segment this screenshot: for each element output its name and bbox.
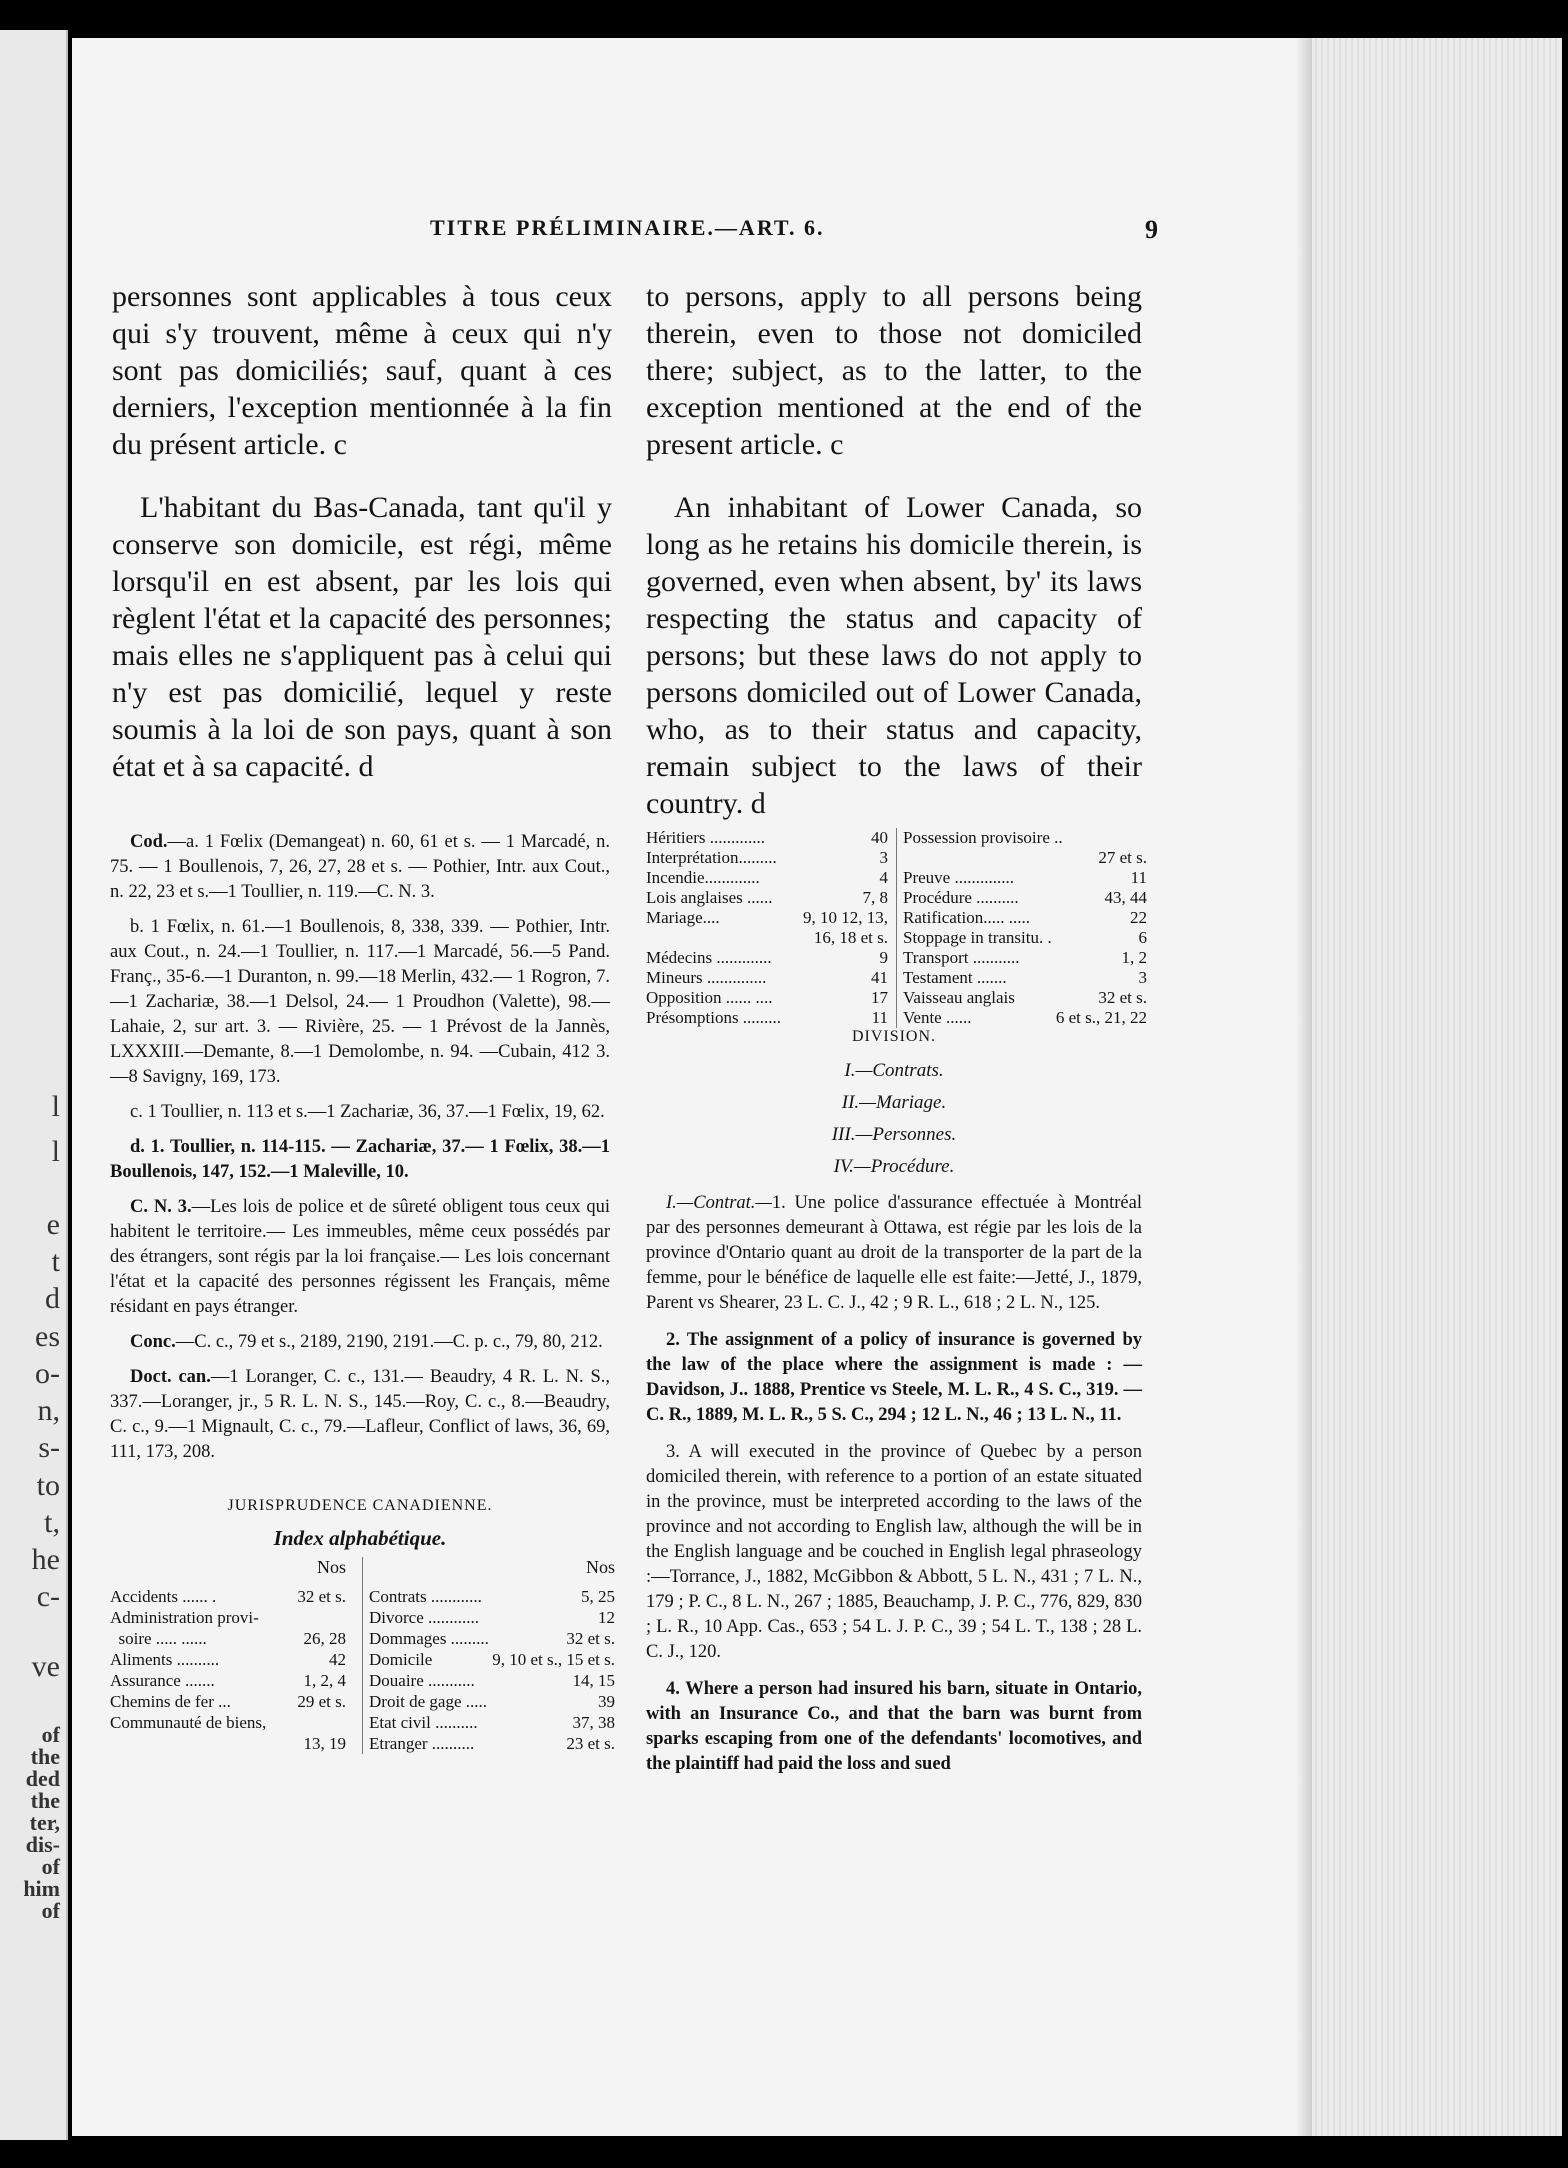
french-paragraph-2: L'habitant du Bas-Canada, tant qu'il y conserve son domicile, est régi, même lorsqu'il en est absent, par les lois qui règlent l'état et la capacité des personnes; mais elles ne s'appliquent pas à celui qui n'y est pas domicilié, lequel y reste soumis à la loi de son pays, quant à son état et à sa capacité. d — [112, 491, 612, 783]
left-page-sliver — [0, 30, 68, 2140]
index-term: Stoppage in transitu. . — [903, 928, 1052, 947]
index-numbers: 32 et s. — [1098, 988, 1147, 1007]
index-entry — [646, 908, 888, 928]
index-term: Preuve .............. — [903, 868, 1014, 887]
index-term: Aliments .......... — [110, 1650, 220, 1669]
running-header — [360, 215, 1160, 255]
left-page-fragment: him — [23, 1876, 60, 1901]
left-page-fragment: l — [51, 1135, 60, 1168]
index-numbers: 3 — [879, 848, 888, 867]
index-term: Vaisseau anglais — [903, 988, 1015, 1007]
note-c: c. 1 Toullier, n. 113 et s.—1 Zachariæ, 36, 37.—1 Fœlix, 19, 62. — [130, 1102, 605, 1122]
index-term: Héritiers ............. — [646, 828, 765, 847]
case-4: 4. Where a person had insured his barn, situate in Ontario, with an Insurance Co., and that the barn was burnt from sparks escaping from one of the defendants' locomotives, and the plaintiff had paid the loss and sued — [646, 1679, 1142, 1774]
index-entry — [903, 848, 1147, 868]
index-term: Opposition ...... .... — [646, 988, 773, 1007]
index-numbers: 37, 38 — [572, 1713, 615, 1732]
running-title: TITRE PRÉLIMINAIRE.—ART. 6. — [430, 215, 825, 240]
left-page-fragment: the — [30, 1788, 60, 1813]
index-term: Administration provi- — [110, 1608, 259, 1627]
index-entry — [903, 828, 1147, 848]
left-page-fragment: dis- — [25, 1832, 60, 1857]
french-text-column — [112, 278, 612, 811]
index-entry — [110, 1649, 346, 1670]
index-entry — [646, 948, 888, 968]
index-table-left — [110, 1557, 615, 1777]
left-page-fragment: s- — [38, 1431, 60, 1464]
left-page-fragment: ve — [31, 1650, 60, 1683]
index-term: Etat civil .......... — [369, 1713, 478, 1732]
nos-heading: Nos — [585, 1557, 615, 1577]
index-entry — [903, 908, 1147, 928]
index-column-3 — [646, 828, 888, 1028]
case-3: 3. A will executed in the province of Quebec by a person domiciled therein, with reference to a portion of an estate situated in the province, must be interpreted according to the laws of the province and not according to English law, although the will be in the English language and be couched in English legal phraseology :—Torrance, J., 1882, McGibbon & Abbott, 5 L. N., 431 ; 7 L. N., 179 ; P. C., 8 L. N., 267 ; 1885, Beauchamp, J. P. C., 776, 829, 830 ; L. R., 10 App. Cas., 653 ; 54 L. J. P. C., 39 ; 54 L. T., 138 ; 28 L. C. J., 120. — [646, 1442, 1142, 1662]
page-edge-stack — [1312, 38, 1562, 2136]
index-entry — [110, 1733, 346, 1754]
index-numbers: 32 et s. — [566, 1629, 615, 1648]
left-page-fragment: he — [31, 1543, 60, 1576]
index-entry — [646, 868, 888, 888]
index-term: soire ..... ...... — [110, 1629, 207, 1648]
index-entry — [110, 1670, 346, 1691]
index-entry — [646, 1008, 888, 1028]
index-term: Mineurs .............. — [646, 968, 767, 987]
index-entry — [110, 1691, 346, 1712]
index-numbers: 29 et s. — [297, 1692, 346, 1711]
index-numbers: 5, 25 — [581, 1587, 615, 1606]
left-page-fragment: ter, — [29, 1810, 60, 1835]
index-entry — [369, 1691, 615, 1712]
left-page-fragment: of — [41, 1854, 60, 1879]
index-entry — [369, 1670, 615, 1691]
index-column-2 — [362, 1557, 615, 1754]
index-column-4 — [896, 828, 1147, 1028]
left-page-fragment: t, — [44, 1506, 60, 1539]
index-numbers: 43, 44 — [1104, 888, 1147, 907]
index-entry — [110, 1712, 346, 1733]
index-entry — [903, 888, 1147, 908]
index-numbers: 6 — [1138, 928, 1147, 947]
index-entry — [646, 888, 888, 908]
index-numbers: 39 — [598, 1692, 615, 1711]
index-numbers: 13, 19 — [303, 1734, 346, 1753]
index-entry — [903, 988, 1147, 1008]
index-entry — [646, 988, 888, 1008]
index-numbers: 22 — [1130, 908, 1147, 927]
index-term: Interprétation......... — [646, 848, 777, 867]
index-entry — [369, 1733, 615, 1754]
index-term: Douaire ........... — [369, 1671, 475, 1690]
left-page-fragment: to — [36, 1469, 60, 1502]
note-cod: Cod.—a. 1 Fœlix (Demangeat) n. 60, 61 et s. — 1 Marcadé, n. 75. — 1 Boullenois, 7, 26, 27, 28 et s. — Pothier, Intr. aux Cout., n. 22, 23 et s.—1 Toullier, n. 119.—C. N. 3. — [110, 832, 610, 902]
left-page-fragment: c- — [36, 1580, 60, 1613]
index-entry — [110, 1628, 346, 1649]
index-numbers: 6 et s., 21, 22 — [1055, 1008, 1147, 1027]
index-term: Contrats ............ — [369, 1587, 482, 1606]
note-d: d. 1. Toullier, n. 114-115. — Zachariæ, 37.— 1 Fœlix, 38.—1 Boullenois, 147, 152.—1 Maleville, 10. — [110, 1137, 610, 1182]
note-b: b. 1 Fœlix, n. 61.—1 Boullenois, 8, 338, 339. — Pothier, Intr. aux Cout., n. 24.—1 Toullier, n. 117.—1 Marcadé, 56.—5 Pand. Franç., 35-6.—1 Duranton, n. 99.—18 Merlin, 432.— 1 Rogron, 7.—1 Zachariæ, 38.—1 Delsol, 24.— 1 Proudhon (Valette), 98.—Lahaie, 2, sur art. 3. — Rivière, 25. — 1 Prévost de la Jannès, LXXXIII.—Demante, 8.—1 Demolombe, n. 94. —Cubain, 412 3.—8 Savigny, 169, 173. — [110, 917, 610, 1087]
index-term: Droit de gage ..... — [369, 1692, 488, 1711]
index-entry — [110, 1586, 346, 1607]
index-term: Chemins de fer ... — [110, 1692, 231, 1711]
jurisprudence-title: JURISPRUDENCE CANADIENNE. — [227, 1497, 493, 1514]
index-entry — [110, 1607, 346, 1628]
english-paragraph-1: to persons, apply to all persons being therein, even to those not domiciled there; subject, as to the latter, to the exception mentioned at the end of the present article. c — [646, 280, 1142, 461]
index-numbers: 17 — [871, 988, 888, 1007]
footnotes-column — [110, 830, 615, 1777]
left-page-fragment: the — [30, 1744, 60, 1769]
index-term: Médecins ............. — [646, 948, 772, 967]
index-numbers: 4 — [879, 868, 888, 887]
index-term: Vente ...... — [903, 1008, 972, 1027]
page-gutter-shadow — [1296, 38, 1312, 2136]
left-page-fragment: t — [51, 1245, 60, 1278]
index-entry — [369, 1607, 615, 1628]
index-entry — [903, 948, 1147, 968]
page-number: 9 — [1145, 215, 1160, 244]
index-numbers: 27 et s. — [1098, 848, 1147, 867]
english-paragraph-2: An inhabitant of Lower Canada, so long as he retains his domicile therein, is governed, even when absent, by' its laws respecting the status and capacity of persons; but these laws do not apply to persons domiciled out of Lower Canada, who, as to their status and capacity, remain subject to the laws of their country. d — [646, 491, 1142, 820]
index-numbers: 12 — [598, 1608, 615, 1627]
index-entry — [369, 1586, 615, 1607]
division-item: III.—Personnes. — [831, 1124, 957, 1145]
nos-heading: Nos — [316, 1557, 346, 1577]
index-entry — [369, 1628, 615, 1649]
index-column-1 — [110, 1557, 346, 1754]
index-entry — [369, 1712, 615, 1733]
index-numbers: 1, 2, 4 — [303, 1671, 346, 1690]
index-entry — [369, 1649, 615, 1670]
index-entry — [646, 968, 888, 988]
left-page-fragment: n, — [37, 1394, 60, 1427]
index-term: Mariage.... — [646, 908, 720, 927]
index-title: Index alphabétique. — [273, 1526, 447, 1550]
index-term: Possession provisoire .. — [903, 828, 1063, 847]
index-numbers: 32 et s. — [297, 1587, 346, 1606]
index-term: Transport ........... — [903, 948, 1020, 967]
index-entry — [903, 1008, 1147, 1028]
index-entry — [646, 848, 888, 868]
index-numbers: 9, 10 et s., 15 et s. — [492, 1650, 615, 1669]
left-page-fragment: o- — [35, 1357, 60, 1390]
jurisprudence-column — [646, 828, 1147, 1789]
index-term: Ratification..... ..... — [903, 908, 1031, 927]
index-numbers: 40 — [871, 828, 888, 847]
division-item: II.—Mariage. — [841, 1092, 947, 1113]
index-term: Communauté de biens, — [110, 1713, 267, 1732]
left-page-fragment: l — [51, 1090, 60, 1123]
index-term: Testament ....... — [903, 968, 1007, 987]
division-item: IV.—Procédure. — [833, 1156, 955, 1177]
index-term: Domicile — [369, 1650, 433, 1669]
index-term: Dommages ......... — [369, 1629, 489, 1648]
index-numbers: 41 — [871, 968, 888, 987]
french-paragraph-1: personnes sont applicables à tous ceux qui s'y trouvent, même à ceux qui n'y sont pas domiciliés; sauf, quant à ces derniers, l'exception mentionnée à la fin du présent article. c — [112, 280, 612, 461]
note-cn: C. N. 3.—Les lois de police et de sûreté obligent tous ceux qui habitent le territoire.— Les immeubles, même ceux possédés par des étrangers, sont régis par la loi française.— Les lois concernant l'état et la capacité des personnes régissent les Français, même résidant en pays étranger. — [110, 1197, 610, 1317]
case-1: I.—Contrat.—1. Une police d'assurance effectuée à Montréal par des personnes demeurant à Ottawa, est régie par les lois de la province d'Ontario quant au droit de la transporter de la part de la femme, pour le bénéfice de laquelle elle est faite:—Jetté, J., 1879, Parent vs Shearer, 23 L. C. J., 42 ; 9 R. L., 618 ; 2 L. N., 125. — [646, 1193, 1142, 1313]
index-numbers: 42 — [329, 1650, 346, 1669]
case-2: 2. The assignment of a policy of insurance is governed by the law of the place where the assignment is made : — Davidson, J.. 1888, Prentice vs Steele, M. L. R., 4 S. C., 319. — C. R., 1889, M. L. R., 5 S. C., 294 ; 12 L. N., 46 ; 13 L. N., 11. — [646, 1330, 1142, 1425]
index-numbers: 11 — [1130, 868, 1147, 887]
index-entry — [903, 928, 1147, 948]
index-entry — [646, 828, 888, 848]
index-numbers: 3 — [1138, 968, 1147, 987]
index-numbers: 26, 28 — [303, 1629, 346, 1648]
left-page-fragment: es — [35, 1320, 60, 1353]
index-entry — [903, 968, 1147, 988]
index-numbers: 11 — [871, 1008, 888, 1027]
left-page-fragment: d — [45, 1282, 60, 1315]
index-entry — [903, 868, 1147, 888]
index-numbers: 14, 15 — [572, 1671, 615, 1690]
left-page-fragment: ded — [25, 1766, 60, 1791]
index-term: Procédure .......... — [903, 888, 1019, 907]
index-term: Divorce ............ — [369, 1608, 480, 1627]
left-page-fragment: of — [41, 1898, 60, 1923]
left-page-fragment: e — [46, 1208, 60, 1241]
division-heading: DIVISION. — [851, 1028, 937, 1045]
index-term: Assurance ....... — [110, 1671, 215, 1690]
index-numbers: 9, 10 12, 13, — [803, 908, 888, 927]
english-text-column — [646, 278, 1142, 848]
note-doct: Doct. can.—1 Loranger, C. c., 131.— Beaudry, 4 R. L. N. S., 337.—Loranger, jr., 5 R. L. N. S., 145.—Roy, C. c., 8.—Beaudry, C. c., 9.—1 Mignault, C. c., 79.—Lafleur, Conflict of laws, 36, 69, 111, 173, 208. — [110, 1367, 610, 1462]
index-numbers: 23 et s. — [566, 1734, 615, 1753]
index-entry — [646, 928, 888, 948]
division-item: I.—Contrats. — [844, 1060, 944, 1081]
index-term: Lois anglaises ...... — [646, 888, 773, 907]
index-numbers: 7, 8 — [862, 888, 888, 907]
index-term: Etranger .......... — [369, 1734, 475, 1753]
index-numbers: 9 — [879, 948, 888, 967]
index-table-right — [646, 828, 1147, 1027]
index-numbers: 16, 18 et s. — [813, 928, 888, 947]
index-numbers: 1, 2 — [1121, 948, 1147, 967]
note-conc: Conc.—C. c., 79 et s., 2189, 2190, 2191.—C. p. c., 79, 80, 212. — [130, 1332, 603, 1352]
left-page-fragment: of — [41, 1722, 60, 1747]
index-term: Incendie............. — [646, 868, 760, 887]
index-term: Présomptions ......... — [646, 1008, 782, 1027]
index-term: Accidents ...... . — [110, 1587, 217, 1606]
